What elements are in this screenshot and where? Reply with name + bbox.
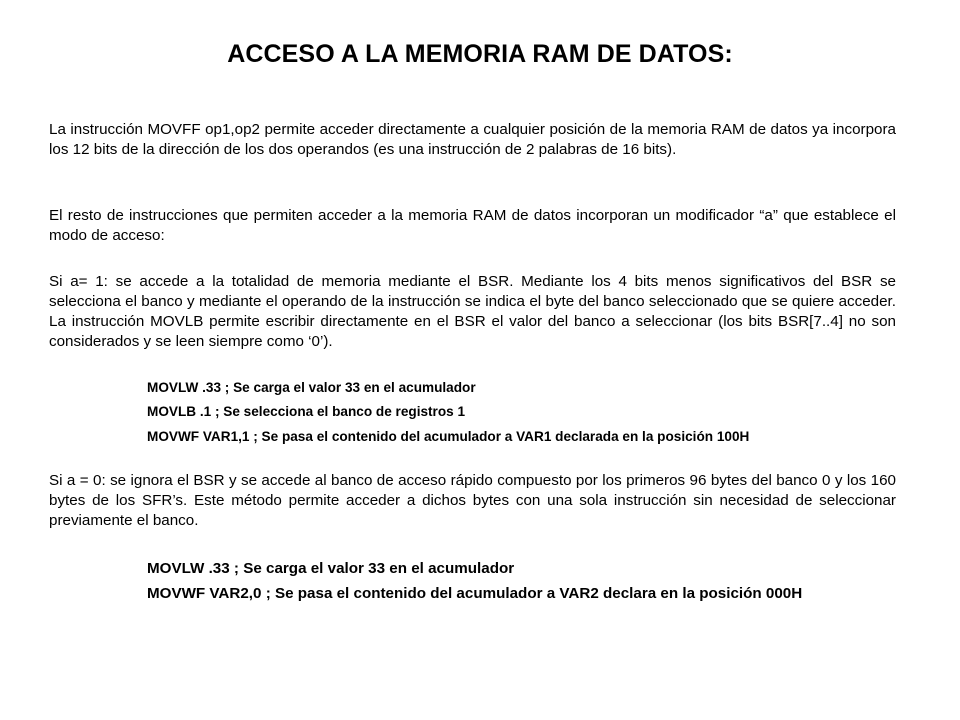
paragraph-modifier-a: El resto de instrucciones que permiten acceder a la memoria RAM de datos incorporan un modificador “a” que establece el modo de acceso:: [49, 207, 896, 244]
code-line-movlb: MOVLB .1 ; Se selecciona el banco de registros 1: [147, 404, 466, 419]
code-line-movlw-1: MOVLW .33 ; Se carga el valor 33 en el acumulador: [147, 380, 476, 395]
code-line-movwf-var1: MOVWF VAR1,1 ; Se pasa el contenido del acumulador a VAR1 declarada en la posición 100H: [147, 429, 750, 444]
code-line-movwf-var2: MOVWF VAR2,0 ; Se pasa el contenido del acumulador a VAR2 declara en la posición 000H: [147, 585, 803, 602]
slide-title: ACCESO A LA MEMORIA RAM DE DATOS:: [227, 40, 733, 68]
paragraph-movff: La instrucción MOVFF op1,op2 permite acceder directamente a cualquier posición de la memoria RAM de datos ya incorpora los 12 bits de la dirección de los dos operandos (es una instrucción de 2 palabras de 16 bits).: [49, 121, 896, 158]
code-line-movlw-2: MOVLW .33 ; Se carga el valor 33 en el acumulador: [147, 560, 515, 577]
paragraph-a-equals-0: Si a = 0: se ignora el BSR y se accede al banco de acceso rápido compuesto por los primeros 96 bytes del banco 0 y los 160 bytes de los SFR’s. Este método permite acceder a dichos bytes con una sola instrucción sin necesidad de seleccionar previamente el banco.: [49, 472, 896, 529]
paragraph-a-equals-1: Si a= 1: se accede a la totalidad de memoria mediante el BSR. Mediante los 4 bits menos significativos del BSR se selecciona el banco y mediante el operando de la instrucción se indica el byte del banco seleccionado que se quiere acceder. La instrucción MOVLB permite escribir directamente en el BSR el valor del banco a seleccionar (los bits BSR[7..4] no son considerados y se leen siempre como ‘0’).: [49, 273, 896, 350]
